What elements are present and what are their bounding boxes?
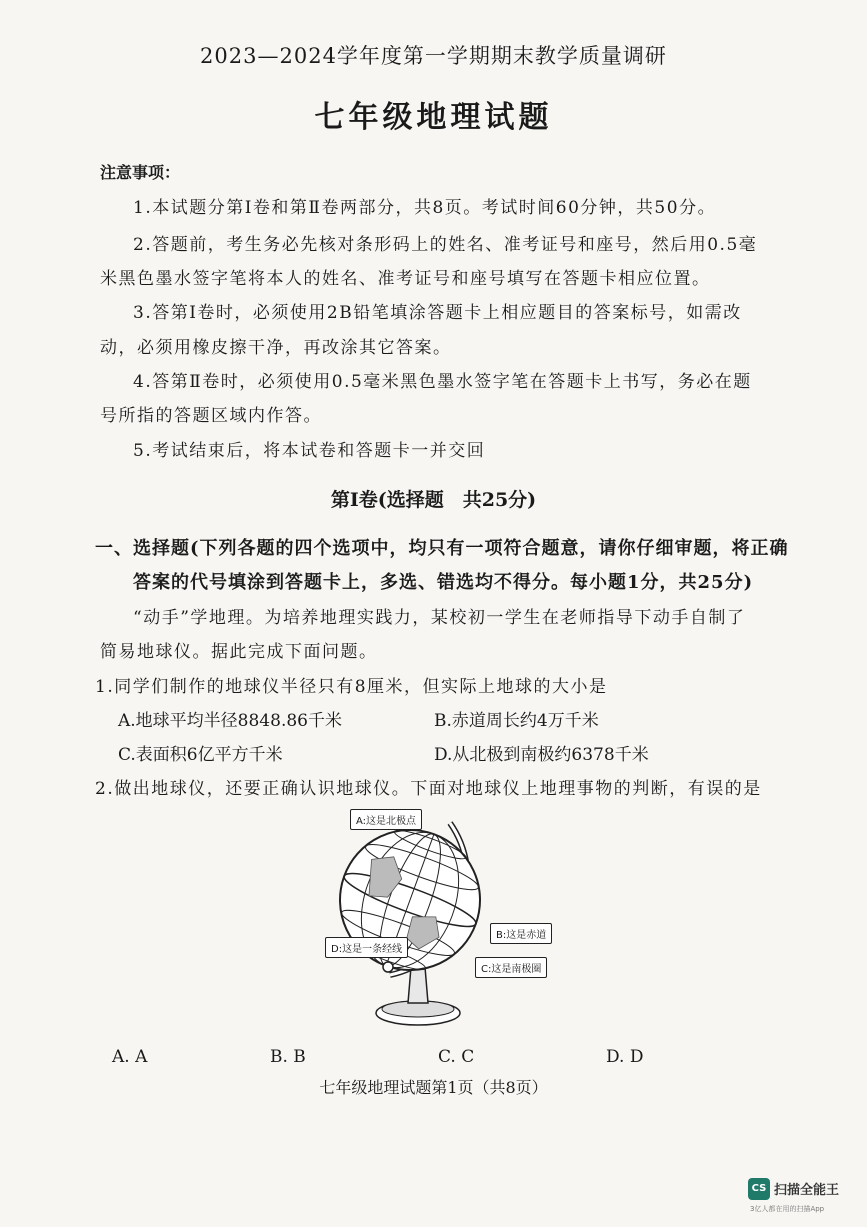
exam-header: 2023—2024学年度第一学期期末教学质量调研 bbox=[200, 44, 667, 68]
scanner-app-tagline: 3亿人都在用的扫描App bbox=[750, 1205, 825, 1213]
label-c-antarctic-circle: C:这是南极圈 bbox=[475, 957, 547, 978]
label-b-equator: B:这是赤道 bbox=[490, 923, 552, 944]
notice-line-1: 1.本试题分第Ⅰ卷和第Ⅱ卷两部分，共8页。考试时间60分钟，共50分。 bbox=[133, 198, 717, 218]
q1-option-b: B.赤道周长约4万千米 bbox=[434, 711, 599, 731]
notice-line-8: 5.考试结束后，将本试卷和答题卡一并交回 bbox=[133, 441, 486, 461]
q1-option-c: C.表面积6亿平方千米 bbox=[118, 745, 283, 765]
q1-option-a: A.地球平均半径8848.86千米 bbox=[118, 711, 342, 731]
label-a-north-pole: A:这是北极点 bbox=[350, 809, 422, 830]
q2-option-b: B. B bbox=[270, 1047, 306, 1067]
q2-stem: 2.做出地球仪，还要正确认识地球仪。下面对地球仪上地理事物的判断，有误的是 bbox=[95, 779, 762, 799]
q2-option-c: C. C bbox=[438, 1047, 475, 1067]
part1-instruction-1: 一、选择题(下列各题的四个选项中，均只有一项符合题意，请你仔细审题，将正确 bbox=[95, 538, 789, 559]
notice-line-2: 2.答题前，考生务必先核对条形码上的姓名、准考证号和座号，然后用0.5毫 bbox=[133, 235, 758, 255]
scanner-watermark bbox=[748, 1176, 858, 1218]
globe-figure bbox=[300, 805, 580, 1045]
scanner-logo-icon: CS bbox=[748, 1178, 770, 1200]
part1-intro-1: “动手”学地理。为培养地理实践力，某校初一学生在老师指导下动手自制了 bbox=[133, 608, 746, 628]
notice-line-4: 3.答第Ⅰ卷时，必须使用2B铅笔填涂答题卡上相应题目的答案标号，如需改 bbox=[133, 303, 742, 323]
exam-title: 七年级地理试题 bbox=[314, 100, 553, 135]
q2-option-a: A. A bbox=[112, 1047, 148, 1067]
notice-line-6: 4.答第Ⅱ卷时，必须使用0.5毫米黑色墨水签字笔在答题卡上书写，务必在题 bbox=[133, 372, 752, 392]
notice-line-3: 米黑色墨水签字笔将本人的姓名、准考证号和座号填写在答题卡相应位置。 bbox=[100, 269, 711, 289]
label-d-meridian: D:这是一条经线 bbox=[325, 937, 408, 958]
notice-line-5: 动，必须用橡皮擦干净，再改涂其它答案。 bbox=[100, 338, 452, 358]
q2-option-d: D. D bbox=[606, 1047, 644, 1067]
part1-intro-2: 简易地球仪。据此完成下面问题。 bbox=[100, 642, 378, 662]
page-footer: 七年级地理试题第1页（共8页） bbox=[319, 1078, 548, 1097]
scanner-app-name: 扫描全能王 bbox=[774, 1183, 840, 1198]
notice-title: 注意事项： bbox=[100, 163, 181, 182]
section-title: 第Ⅰ卷(选择题 共25分) bbox=[330, 489, 537, 511]
q1-stem: 1.同学们制作的地球仪半径只有8厘米，但实际上地球的大小是 bbox=[95, 677, 608, 697]
notice-line-7: 号所指的答题区域内作答。 bbox=[100, 406, 322, 426]
q1-option-d: D.从北极到南极约6378千米 bbox=[434, 745, 649, 765]
part1-instruction-2: 答案的代号填涂到答题卡上，多选、错选均不得分。每小题1分，共25分) bbox=[133, 572, 754, 593]
